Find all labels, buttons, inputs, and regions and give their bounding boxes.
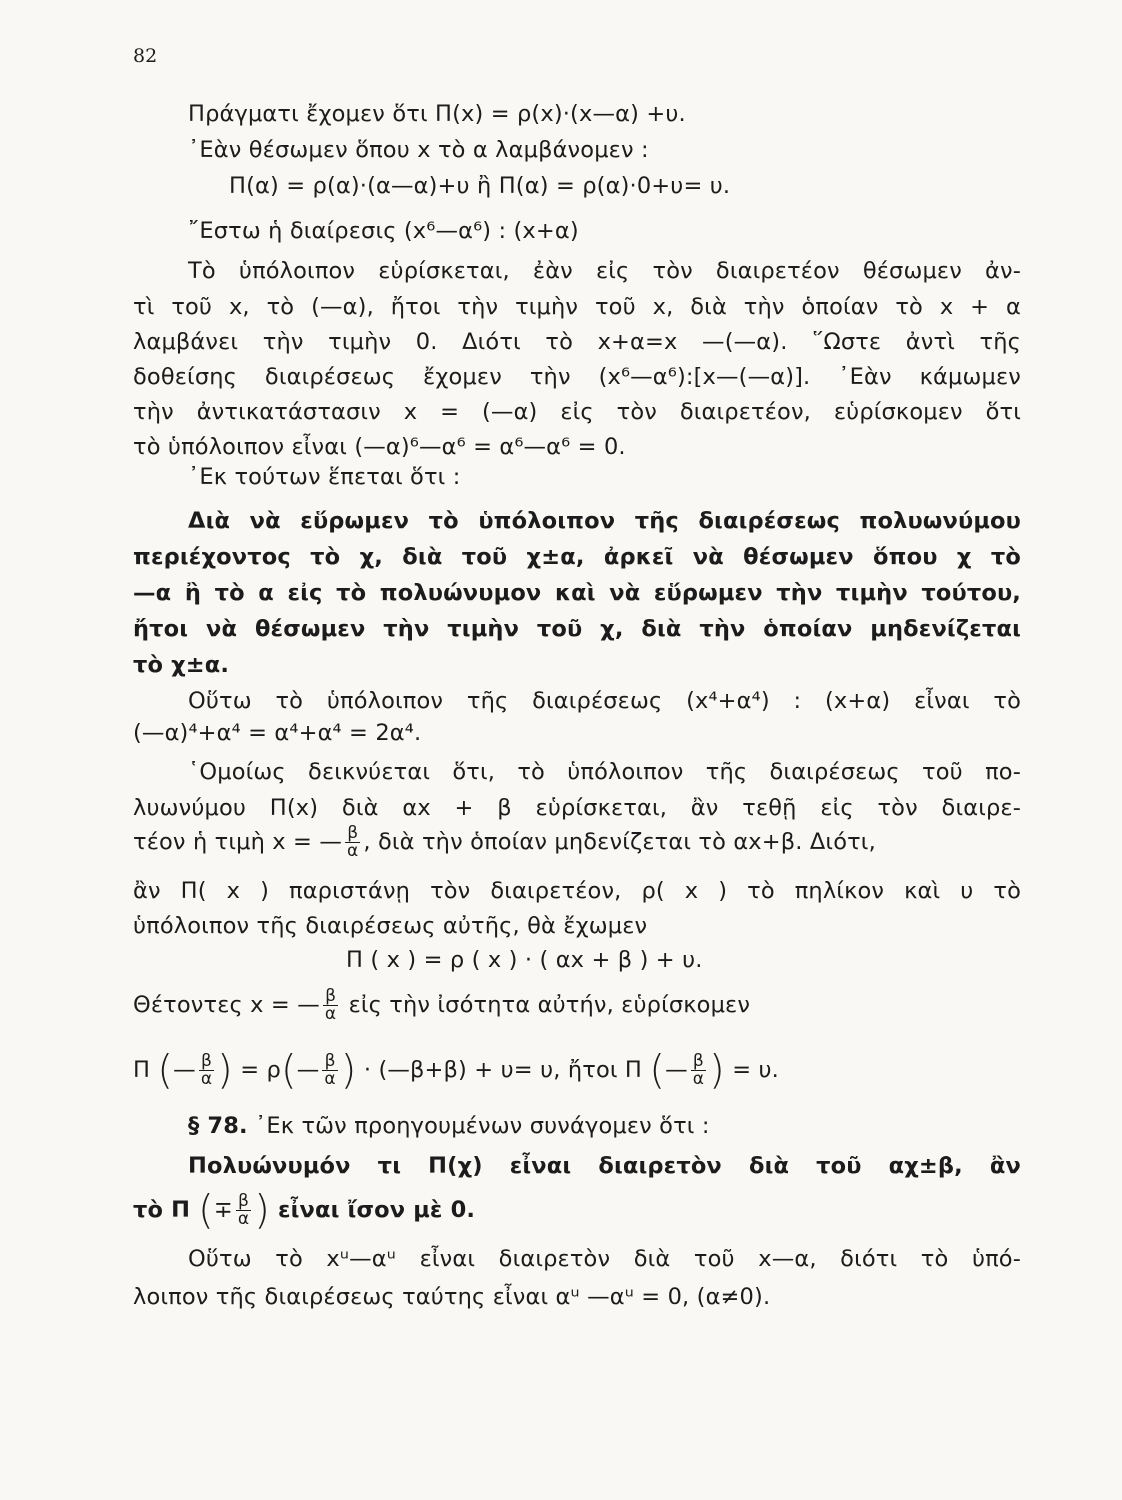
bold-rule-line: ἤτοι νὰ θέσωμεν τὴν τιμὴν τοῦ χ, διὰ τὴν ὁποίαν μηδενίζεται [133, 616, 1021, 642]
fraction-beta-alpha [322, 1053, 337, 1088]
fraction-numerator: β [200, 1051, 212, 1071]
fraction-denominator: α [324, 1004, 337, 1024]
minus-sign: — [173, 1057, 196, 1083]
text-line: τὸ ὑπόλοιπον εἶναι (—α)⁶—α⁶ = α⁶—α⁶ = 0. [133, 434, 626, 460]
fraction-numerator: β [692, 1051, 704, 1071]
left-paren: ( [157, 1047, 174, 1094]
page-number: 82 [133, 45, 158, 67]
bold-rule-line: Διὰ νὰ εὕρωμεν τὸ ὑπόλοιπον τῆς διαιρέσεως πολυωνύμου [188, 508, 1021, 534]
text-line: τὴν ἀντικατάστασιν x = (—α) εἰς τὸν διαιρετέον, εὑρίσκομεν ὅτι [133, 399, 1021, 425]
text-line-with-fraction [133, 988, 750, 1023]
text-line: λοιπον τῆς διαιρέσεως ταύτης εἶναι αᵘ —αᵘ = 0, (α≠0). [133, 1284, 771, 1310]
fraction-beta-alpha [691, 1053, 706, 1088]
fraction-denominator: α [200, 1069, 213, 1089]
text-line: ᾿Εκ τούτων ἕπεται ὅτι : [188, 464, 461, 490]
text-line: Οὕτω τὸ ὑπόλοιπον τῆς διαιρέσεως (x⁴+α⁴) : (x+α) εἶναι τὸ [188, 688, 1021, 714]
text-line: ὑπόλοιπον τῆς διαιρέσεως αὐτῆς, θὰ ἔχωμεν [133, 913, 648, 939]
text-line: ἂν Π( x ) παριστάνῃ τὸν διαιρετέον, ρ( x ) τὸ πηλίκον καὶ υ τὸ [133, 878, 1021, 904]
text-line: ῎Εστω ἡ διαίρεσις (x⁶—α⁶) : (x+α) [188, 218, 579, 244]
fraction-denominator: α [692, 1069, 705, 1089]
text-line: (—α)⁴+α⁴ = α⁴+α⁴ = 2α⁴. [133, 720, 422, 746]
text-segment: τὸ Π [133, 1197, 191, 1223]
text-line: Οὕτω τὸ xᵘ—αᵘ εἶναι διαιρετὸν διὰ τοῦ x—α, διότι τὸ ὑπό- [188, 1246, 1021, 1272]
text-line: δοθείσης διαιρέσεως ἔχομεν τὴν (x⁶—α⁶):[x—(—α)]. ᾿Εὰν κάμωμεν [133, 364, 1021, 390]
math-segment: · (—β+β) + υ= υ, ἤτοι Π [363, 1057, 643, 1083]
left-paren: ( [198, 1187, 214, 1234]
text-line: Τὸ ὑπόλοιπον εὑρίσκεται, ἐὰν εἰς τὸν διαιρετέον θέσωμεν ἀν- [188, 258, 1021, 284]
fraction-numerator: β [347, 823, 359, 843]
math-symbol: Π [133, 1057, 151, 1083]
text-line: ᾿Εὰν θέσωμεν ὅπου x τὸ α λαμβάνομεν : [188, 137, 649, 163]
bold-rule-line: περιέχοντος τὸ χ, διὰ τοῦ χ±α, ἀρκεῖ νὰ θέσωμεν ὅπου χ τὸ [133, 544, 1021, 570]
text-segment: εἰς τὴν ἰσότητα αὐτήν, εὑρίσκομεν [348, 992, 751, 1018]
bold-rule-line: —α ἢ τὸ α εἰς τὸ πολυώνυμον καὶ νὰ εὕρωμεν τὴν τιμὴν τούτου, [133, 580, 1021, 606]
fraction-beta-alpha [345, 825, 360, 860]
equation-line: Π ( x ) = ρ ( x ) · ( αx + β ) + υ. [346, 947, 703, 973]
text-line: λυωνύμου Π(x) διὰ αx + β εὑρίσκεται, ἂν τεθῇ εἰς τὸν διαιρε- [133, 795, 1021, 821]
text-line: Πράγματι ἔχομεν ὅτι Π(x) = ρ(x)·(x—α) +υ. [188, 101, 686, 127]
right-paren: ) [217, 1047, 233, 1094]
fraction-denominator: α [324, 1069, 336, 1089]
fraction-numerator: β [325, 986, 337, 1006]
fraction-beta-alpha [236, 1193, 251, 1228]
math-segment: = ρ [240, 1057, 281, 1083]
bold-rule-line: Πολυώνυμόν τι Π(χ) εἶναι διαιρετὸν διὰ τοῦ αχ±β, ἂν [188, 1153, 1021, 1179]
bold-rule-line: τὸ χ±α. [133, 652, 230, 678]
fraction-numerator: β [324, 1051, 336, 1071]
equation-line: Π(α) = ρ(α)·(α—α)+υ ἢ Π(α) = ρ(α)·0+υ= υ. [229, 173, 731, 199]
right-paren: ) [254, 1187, 270, 1234]
text-line: λαμβάνει τὴν τιμὴν 0. Διότι τὸ x+α=x —(—α). ῞Ωστε ἀντὶ τῆς [133, 329, 1021, 355]
text-segment: τέον ἡ τιμὴ x = — [133, 829, 343, 855]
text-line: τὶ τοῦ x, τὸ (—α), ἤτοι τὴν τιμὴν τοῦ x, διὰ τὴν ὁποίαν τὸ x + α [133, 294, 1021, 320]
minus-plus-sign: ∓ [213, 1197, 233, 1223]
text-segment: εἶναι ἴσον μὲ 0. [277, 1197, 476, 1223]
fraction-denominator: α [237, 1209, 250, 1229]
fraction-numerator: β [238, 1191, 250, 1211]
bold-rule-line-with-fraction [133, 1187, 476, 1234]
minus-sign: — [665, 1057, 688, 1083]
text-line-with-fraction [133, 825, 876, 860]
left-paren: ( [649, 1047, 666, 1094]
section-heading [188, 1113, 710, 1139]
fraction-beta-alpha [323, 988, 338, 1023]
section-text: ᾿Εκ τῶν προηγουμένων συνάγομεν ὅτι : [247, 1113, 710, 1139]
text-segment: Θέτοντες x = — [133, 992, 320, 1018]
text-line: ῾Ομοίως δεικνύεται ὅτι, τὸ ὑπόλοιπον τῆς διαιρέσεως τοῦ πο- [188, 759, 1021, 785]
math-segment: = υ. [732, 1057, 779, 1083]
right-paren: ) [340, 1047, 357, 1094]
minus-sign: — [296, 1057, 320, 1083]
right-paren: ) [709, 1047, 725, 1094]
equation-line [133, 1047, 779, 1094]
text-segment: , διὰ τὴν ὁποίαν μηδενίζεται τὸ αx+β. Διότι, [363, 829, 876, 855]
fraction-denominator: α [347, 841, 359, 861]
left-paren: ( [281, 1047, 297, 1094]
section-number: § 78. [188, 1113, 248, 1139]
fraction-beta-alpha [199, 1053, 214, 1088]
